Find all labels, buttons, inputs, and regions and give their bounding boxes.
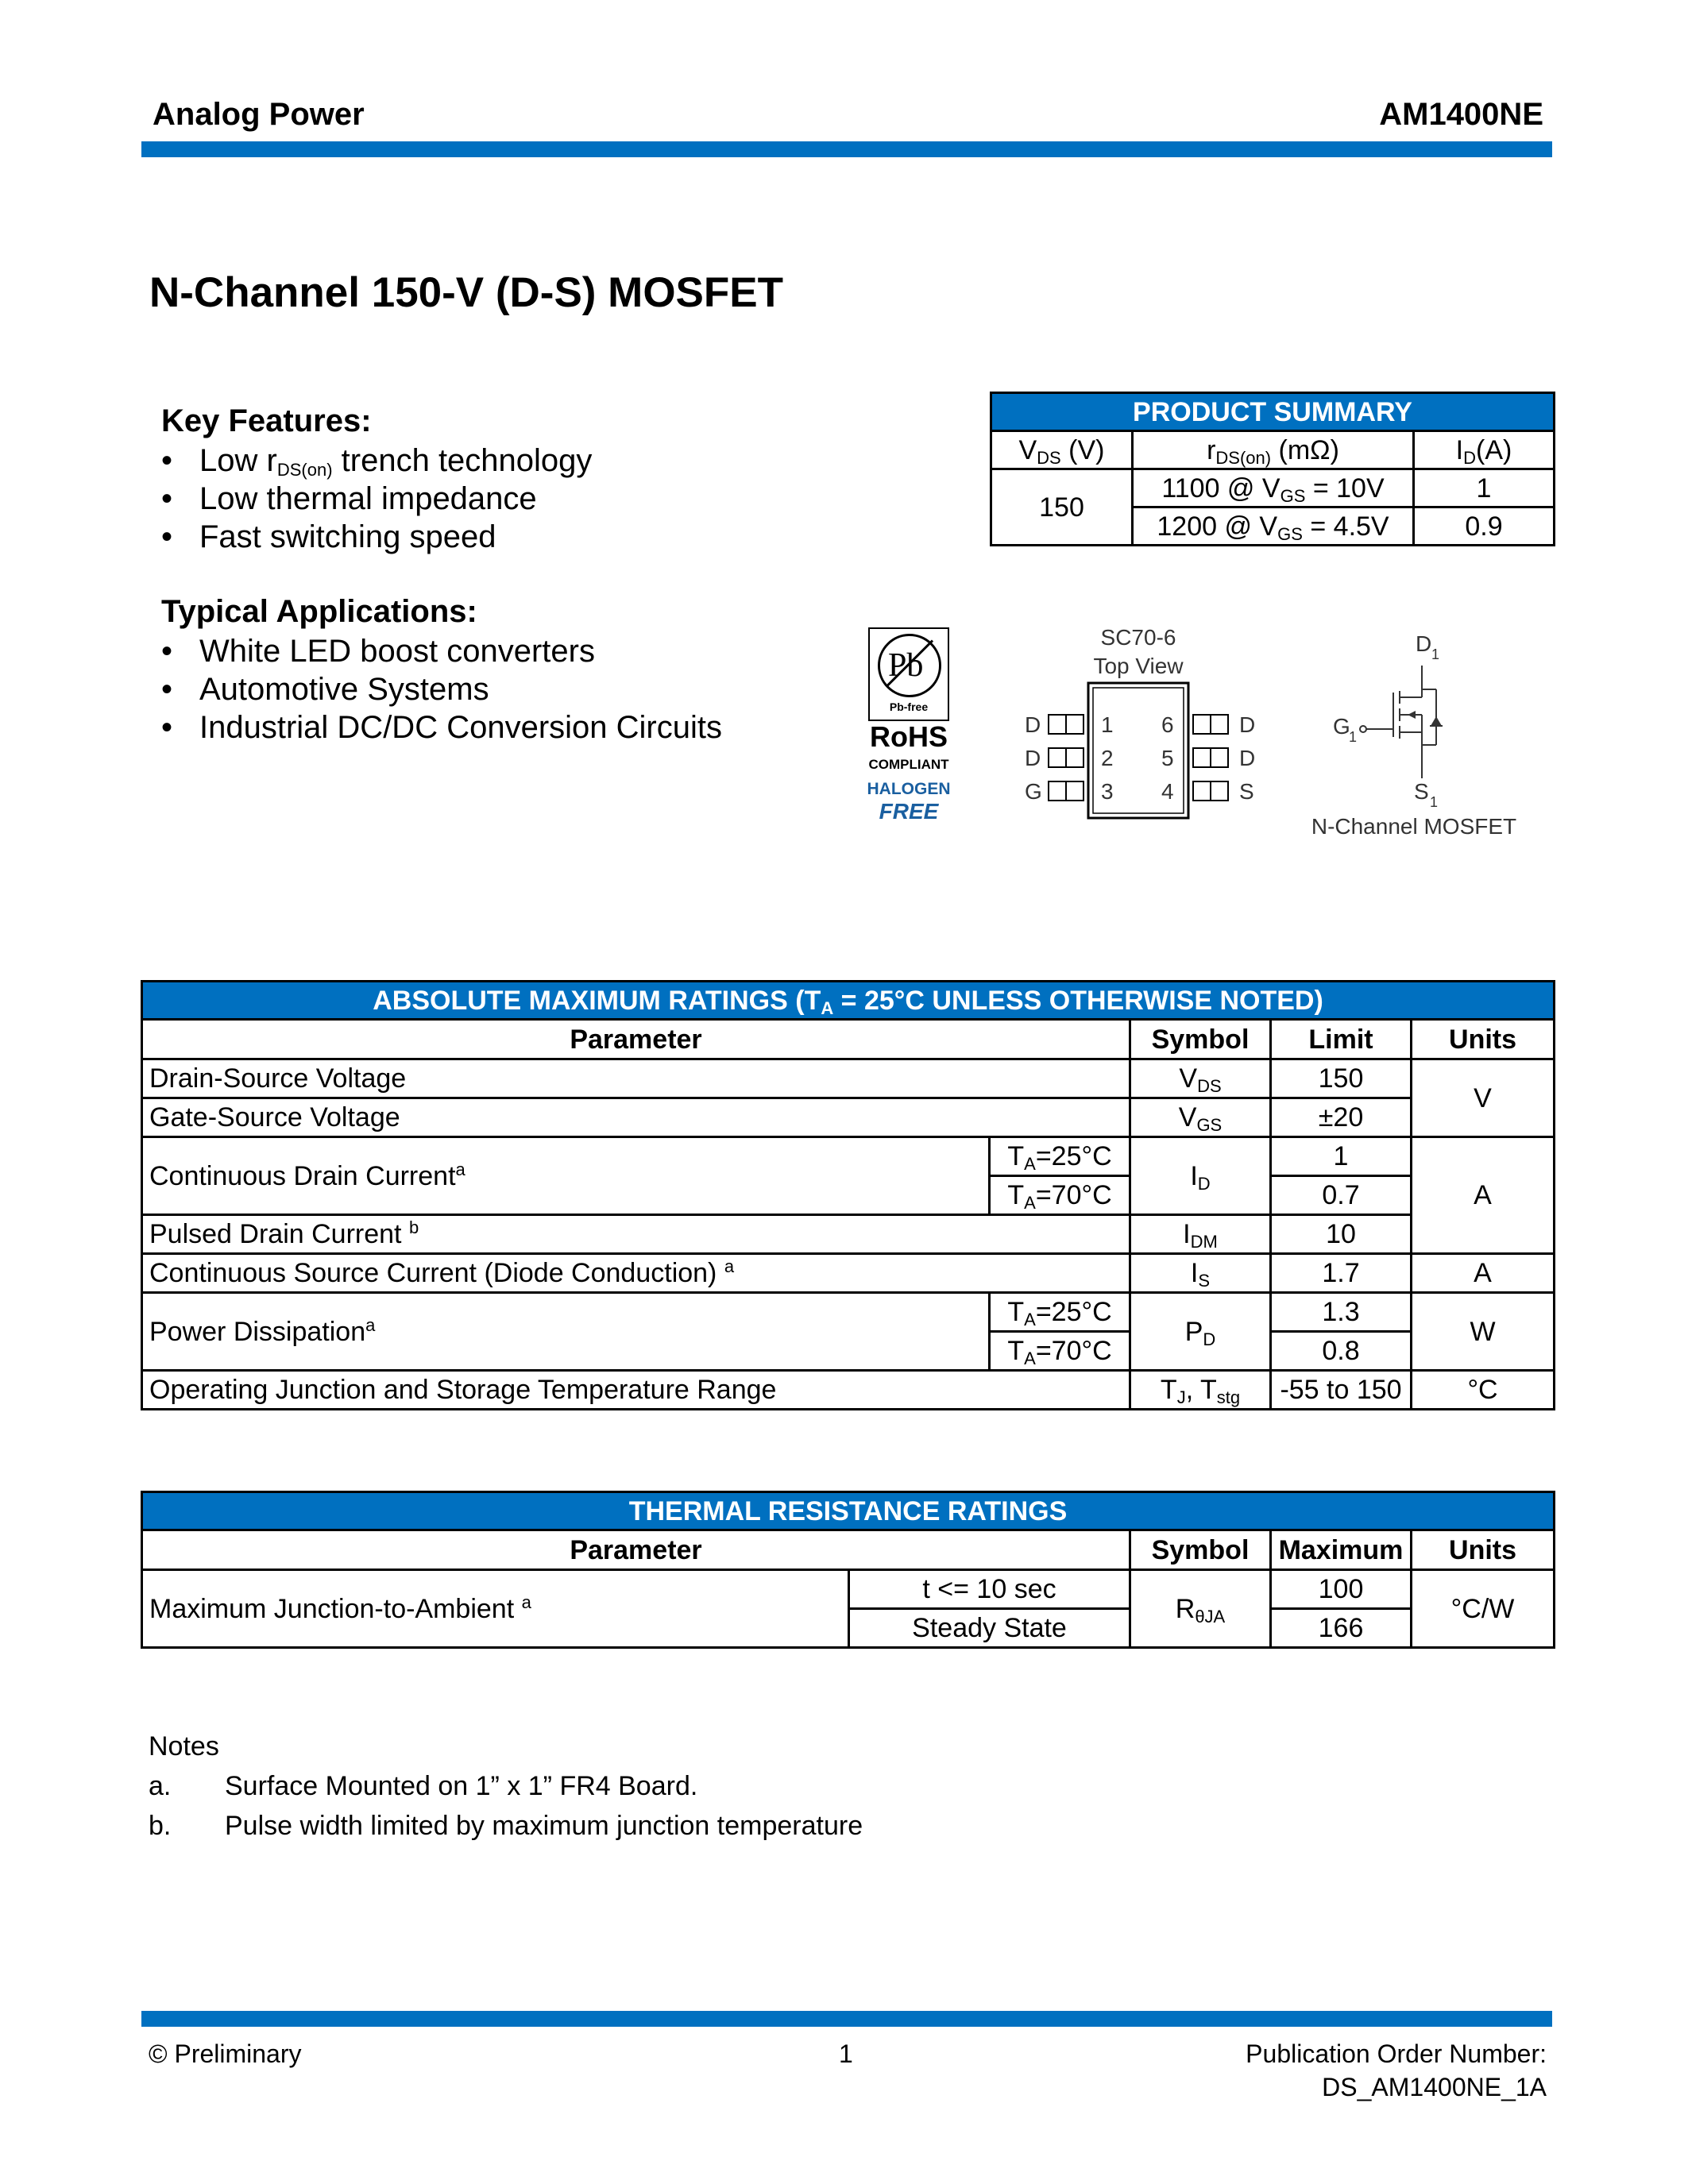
amr-param: Power Dissipation$^a$ — [142, 1293, 990, 1371]
amr-symbol: $I_D$ — [1130, 1137, 1271, 1215]
applications-heading: Typical Applications: — [161, 594, 477, 629]
part-number: AM1400NE — [1379, 97, 1543, 132]
pin-pad — [1193, 748, 1211, 767]
amr-symbol: $I_{DM}$ — [1130, 1215, 1271, 1254]
pin-number: 6 — [1161, 712, 1174, 737]
summary-rds-1: 1100 @ $V_{GS} = 10V$ — [1133, 469, 1414, 507]
pin-number: 3 — [1101, 779, 1114, 804]
amr-limit: -55 to 150 — [1271, 1371, 1412, 1410]
mosfet-icon — [1360, 666, 1443, 778]
amr-param: Drain-Source Voltage — [142, 1059, 1130, 1098]
feature-item: • Low thermal impedance — [161, 480, 592, 518]
amr-symbol: $I_S$ — [1130, 1254, 1271, 1293]
amr-limit: 1.7 — [1271, 1254, 1412, 1293]
features-heading: Key Features: — [161, 403, 372, 438]
amr-symbol: $T_J$, $T_{stg}$ — [1130, 1371, 1271, 1410]
amr-condition: $T_A=25^\circ C$ — [990, 1293, 1130, 1332]
summary-rds-2: 1200 @ $V_{GS} = 4.5V$ — [1133, 507, 1414, 546]
thermal-condition: t <= 10 sec — [849, 1570, 1130, 1609]
pin-pad — [1066, 781, 1083, 801]
application-item: • Industrial DC/DC Conversion Circuits — [161, 708, 722, 747]
amr-title: ABSOLUTE MAXIMUM RATINGS ($T_A = 25^\circ C$ UNLESS OTHERWISE NOTED) — [142, 982, 1555, 1020]
product-summary-table — [990, 392, 1555, 546]
mosfet-caption: N-Channel MOSFET — [1311, 814, 1517, 839]
pin-pad — [1193, 781, 1211, 801]
amr-param: Gate-Source Voltage — [142, 1098, 1130, 1137]
absolute-max-ratings-table — [141, 980, 1555, 1410]
pin-number: 5 — [1161, 746, 1174, 770]
thermal-param: Maximum Junction-to-Ambient $^a$ — [142, 1570, 849, 1648]
pin-label: D — [1239, 746, 1256, 770]
pin-pad — [1211, 748, 1228, 767]
note-text: Surface Mounted on 1” x 1” FR4 Board. — [225, 1771, 698, 1801]
pin-pad — [1049, 781, 1066, 801]
amr-condition: $T_A=70^\circ C$ — [990, 1176, 1130, 1215]
thermal-symbol: $R_{\theta JA}$ — [1130, 1570, 1271, 1648]
amr-units: °C — [1412, 1371, 1555, 1410]
thermal-condition: Steady State — [849, 1609, 1130, 1648]
source-label: S — [1414, 779, 1429, 804]
pin-number: 2 — [1101, 746, 1114, 770]
pin-pad — [1049, 748, 1066, 767]
drain-label: D — [1416, 631, 1432, 656]
thermal-max: 166 — [1271, 1609, 1412, 1648]
amr-header-parameter: Parameter — [142, 1020, 1130, 1059]
summary-vds-value: 150 — [991, 469, 1133, 546]
amr-limit: ±20 — [1271, 1098, 1412, 1137]
gate-subscript: 1 — [1349, 729, 1358, 745]
header-rule — [141, 141, 1552, 157]
drain-subscript: 1 — [1431, 646, 1440, 662]
source-subscript: 1 — [1430, 794, 1439, 810]
pin-pad — [1066, 748, 1083, 767]
mosfet-symbol-diagram — [1295, 627, 1533, 842]
thermal-max: 100 — [1271, 1570, 1412, 1609]
amr-condition: $T_A=70^\circ C$ — [990, 1332, 1130, 1371]
arrow-icon — [1408, 711, 1416, 719]
amr-header-limit: Limit — [1271, 1020, 1412, 1059]
amr-header-symbol: Symbol — [1130, 1020, 1271, 1059]
thermal-units: °C/W — [1412, 1570, 1555, 1648]
pin-number: 4 — [1161, 779, 1174, 804]
thermal-header-maximum: Maximum — [1271, 1530, 1412, 1570]
amr-header-units: Units — [1412, 1020, 1555, 1059]
diode-icon — [1431, 716, 1442, 726]
thermal-header-parameter: Parameter — [142, 1530, 1130, 1570]
pin-pad — [1049, 715, 1066, 734]
amr-limit: 1 — [1271, 1137, 1412, 1176]
halogen-label: HALOGEN — [867, 780, 951, 798]
pin-label: G — [1025, 779, 1042, 804]
summary-col-rds: $r_{DS(on)}$ (mΩ) — [1133, 431, 1414, 469]
pin-label: D — [1025, 712, 1041, 737]
pb-free-logo — [868, 627, 949, 721]
rohs-compliant-label: COMPLIANT — [868, 757, 949, 772]
amr-param: Pulsed Drain Current $^b$ — [142, 1215, 1130, 1254]
feature-item: • Low $r_{DS(on)}$ trench technology — [161, 442, 592, 480]
halogen-free-label: FREE — [879, 799, 939, 824]
amr-condition: $T_A=25^\circ C$ — [990, 1137, 1130, 1176]
pin-pad — [1211, 715, 1228, 734]
summary-id-1: 1 — [1414, 469, 1555, 507]
amr-symbol: $V_{GS}$ — [1130, 1098, 1271, 1137]
amr-limit: 10 — [1271, 1215, 1412, 1254]
pb-free-label: Pb-free — [889, 700, 929, 713]
pin-label: S — [1239, 779, 1254, 804]
amr-param: Continuous Source Current (Diode Conduction) $^a$ — [142, 1254, 1130, 1293]
feature-item: • Fast switching speed — [161, 518, 592, 556]
pin-label: D — [1239, 712, 1256, 737]
rohs-label: RoHS — [870, 720, 948, 753]
amr-limit: 150 — [1271, 1059, 1412, 1098]
note-text: Pulse width limited by maximum junction temperature — [225, 1811, 863, 1841]
thermal-resistance-table — [141, 1491, 1555, 1649]
applications-list — [161, 632, 722, 747]
page-number: 1 — [839, 2039, 853, 2068]
summary-col-vds: $V_{DS}$ (V) — [991, 431, 1133, 469]
amr-param: Operating Junction and Storage Temperature Range — [142, 1371, 1130, 1410]
pin-pad — [1193, 715, 1211, 734]
amr-units: A — [1412, 1137, 1555, 1254]
amr-limit: 0.8 — [1271, 1332, 1412, 1371]
publication-order-label: Publication Order Number: — [1246, 2039, 1547, 2068]
company-name: Analog Power — [153, 97, 365, 132]
amr-limit: 1.3 — [1271, 1293, 1412, 1332]
footer-copyright: © Preliminary — [149, 2039, 302, 2068]
sc70-package-diagram — [1007, 619, 1285, 842]
features-list — [161, 442, 592, 556]
thermal-title: THERMAL RESISTANCE RATINGS — [142, 1492, 1555, 1530]
amr-param: Continuous Drain Current$^a$ — [142, 1137, 990, 1215]
notes-heading: Notes — [149, 1731, 219, 1761]
application-item: • Automotive Systems — [161, 670, 722, 708]
thermal-header-units: Units — [1412, 1530, 1555, 1570]
summary-id-2: 0.9 — [1414, 507, 1555, 546]
pb-symbol: Pb — [888, 647, 924, 684]
package-name: SC70-6 — [1100, 625, 1176, 650]
publication-order-number: DS_AM1400NE_1A — [1322, 2073, 1547, 2101]
pin-label: D — [1025, 746, 1041, 770]
amr-symbol: $P_D$ — [1130, 1293, 1271, 1371]
thermal-header-symbol: Symbol — [1130, 1530, 1271, 1570]
application-item: • White LED boost converters — [161, 632, 722, 670]
pin-pad — [1211, 781, 1228, 801]
amr-units: V — [1412, 1059, 1555, 1137]
document-title: N-Channel 150-V (D-S) MOSFET — [149, 269, 784, 316]
amr-units: A — [1412, 1254, 1555, 1293]
summary-title: PRODUCT SUMMARY — [991, 393, 1555, 431]
footer-rule — [141, 2011, 1552, 2027]
pin-number: 1 — [1101, 712, 1114, 737]
amr-units: W — [1412, 1293, 1555, 1371]
amr-limit: 0.7 — [1271, 1176, 1412, 1215]
package-view: Top View — [1093, 654, 1184, 678]
note-label: a. — [149, 1771, 172, 1801]
amr-symbol: $V_{DS}$ — [1130, 1059, 1271, 1098]
summary-col-id: $I_D(A)$ — [1414, 431, 1555, 469]
pin-pad — [1066, 715, 1083, 734]
gate-label: G — [1333, 714, 1350, 739]
note-label: b. — [149, 1811, 172, 1841]
